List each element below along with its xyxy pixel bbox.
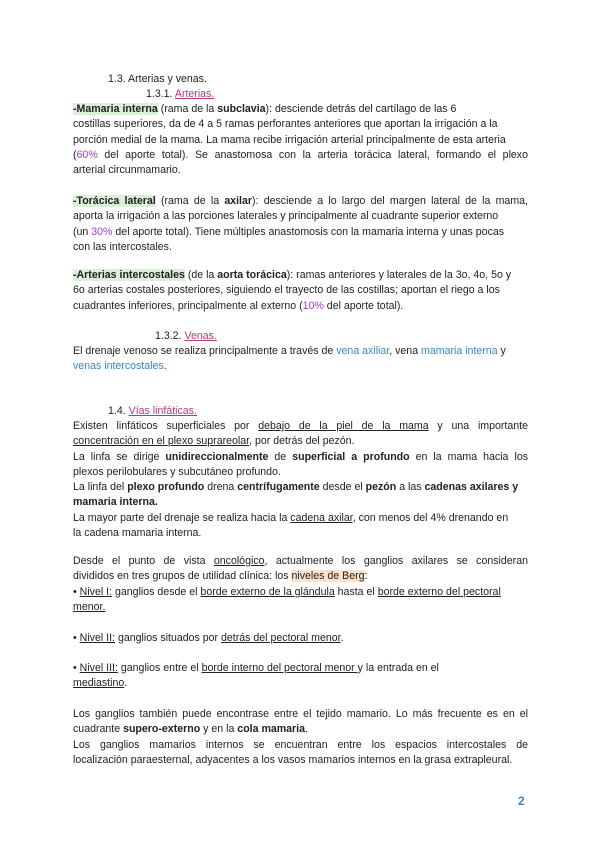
heading-1-3-1: 1.3.1. Arterias.	[146, 88, 215, 100]
arterias-link[interactable]: Arterias.	[174, 88, 215, 100]
venas-link[interactable]: Venas.	[184, 330, 217, 342]
nivel-2-item: • Nivel II: ganglios situados por detrás del pectoral menor.	[73, 632, 344, 644]
nivel-1-item: • Nivel I: ganglios desde el borde externo de la glándula hasta el borde externo del pectoral	[73, 585, 501, 598]
paragraph-venas: El drenaje venoso se realiza principalmente a través de vena axiliar, vena mamaria interna y venas intercostales.	[73, 345, 506, 373]
paragraph-toracica-lateral: -Torácica lateral (rama de la axilar): desciende a lo largo del margen lateral de la mama, aporta la irrigación a las porciones laterales y principalmente al cuadrante superior externo (un 30% del aporte total). Tiene múltiples anastomosis con la mamaria interna y unas pocas con las intercostales.	[73, 195, 528, 253]
page-number: 2	[518, 794, 525, 808]
vias-linfaticas-link[interactable]: Vías linfáticas.	[128, 405, 197, 417]
nivel-3-item: • Nivel III: ganglios entre el borde interno del pectoral menor y la entrada en el mediastino.	[73, 662, 439, 690]
paragraph-oncologico: Desde el punto de vista oncológico, actualmente los ganglios axilares se consideran divididos en tres grupos de utilidad clínica: los niveles de Berg: • Nivel I: ganglios desde el borde externo de la glándula hasta el borde externo del pectoral menor.	[73, 555, 528, 613]
paragraph-arterias-intercostales: -Arterias intercostales (de la aorta torácica): ramas anteriores y laterales de la 3o, 4o, 5o y 6o arterias costales posteriores, siguiendo el trayecto de las costillas; aportan el riego a los cuadrantes inferiores, principalmente al externo (10% del aporte total).	[73, 269, 512, 312]
paragraph-linfaticos: Existen linfáticos superficiales por debajo de la piel de la mama y una importante concentración en el plexo suprareolar, por detrás del pezón. La linfa se dirige unidireccionalmente de superficial a profundo en la mama hacia los plexos perilobulares y subcutáneo profundo. La linfa del plexo profundo drena centrífugamente desde el pezón a las cadenas axilares y mamaria interna. La mayor parte del drenaje se realiza hacia la cadena axilar, con menos del 4% drenando en la cadena mamaria interna.	[73, 420, 529, 540]
niveles-de-berg-highlight: niveles de Berg	[291, 570, 365, 583]
paragraph-mamaria-interna: -Mamaria interna (rama de la subclavia): desciende detrás del cartílago de las 6 costillas superiores, da de 4 a 5 ramas perforantes anteriores que aportan la irrigación a la porción medial de la mama. La mama recibe irrigación arterial principalmente de esta arteria (60% del aporte total). Se anastomosa con la arteria torácica lateral, formando el plexo arterial circunmamario.	[73, 103, 528, 177]
heading-1-3-2: 1.3.2. Venas.	[155, 330, 217, 342]
heading-1-3: 1.3. Arterias y venas.	[108, 73, 207, 85]
paragraph-ganglios: Los ganglios también puede encontrase entre el tejido mamario. Lo más frecuente es en el cuadrante supero-externo y en la cola mamaria. Los ganglios mamarios internos se encuentran entre los espacios intercostales de localización paraesternal, adyacentes a los vasos mamarios internos en la grasa extrapleural.	[73, 708, 528, 766]
heading-1-4: 1.4. Vías linfáticas.	[108, 405, 197, 417]
